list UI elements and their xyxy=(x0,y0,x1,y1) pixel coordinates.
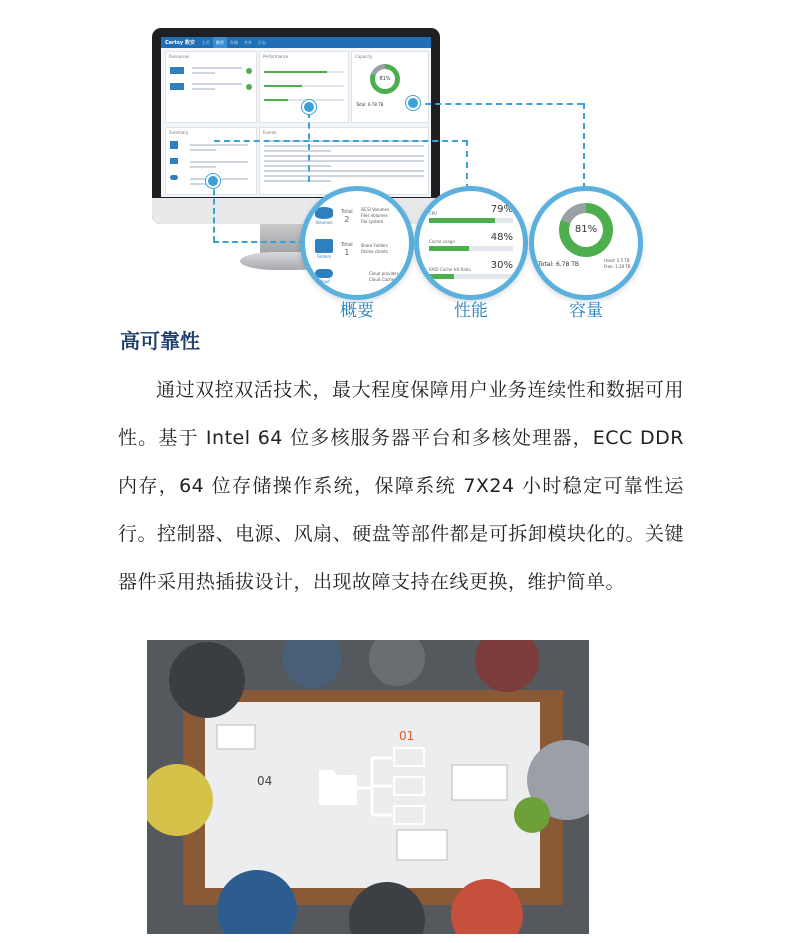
section-heading: 高可靠性 xyxy=(120,329,200,353)
section-paragraph: 通过双控双活技术，最大程度保障用户业务连续性和数据可用性。基于 Intel 64 位多核服务器平台和多核处理器，ECC DDR 内存，64 位存储操作系统，保障系统 7X24 小时稳定可靠性运行。控制器、电源、风扇、硬盘等部件都是可拆卸模块化的。关键器件采用热插拔设计，出现故障支持在线更换，维护简单。 xyxy=(118,379,684,593)
performance-label: 性能 xyxy=(454,301,488,321)
ok-icon xyxy=(246,68,252,74)
perf-percent: 30% xyxy=(490,260,513,271)
perf-bar xyxy=(429,246,513,251)
connector-line xyxy=(415,103,583,105)
mini-bar xyxy=(264,85,344,87)
ok-icon xyxy=(246,84,252,90)
perf-name: Cache usage xyxy=(429,239,455,244)
perf-percent: 79% xyxy=(490,204,513,215)
overview-total-label: Total xyxy=(341,208,353,215)
connector-dot xyxy=(206,174,220,188)
perf-bar xyxy=(429,274,513,279)
overview-item: iSCSI Volumes xyxy=(360,207,390,212)
capacity-used: Used: 5.5 TB xyxy=(604,258,630,263)
volumes-icon xyxy=(170,141,178,149)
connector-line xyxy=(213,180,215,242)
overview-total xyxy=(341,242,353,257)
perf-percent: 48% xyxy=(490,232,513,243)
perf-name: CPU xyxy=(429,211,438,216)
overview-list xyxy=(369,271,398,283)
overview-total xyxy=(341,209,353,224)
photo-label-04: 04 xyxy=(257,774,273,788)
menu-tab: 存储 xyxy=(229,39,238,45)
capacity-mini-value: 81% xyxy=(375,69,395,89)
panel-title: Capacity xyxy=(355,54,373,59)
overview-row xyxy=(315,207,389,225)
paper-card xyxy=(397,830,447,860)
device-icon xyxy=(170,67,184,74)
connector-dot xyxy=(406,96,420,110)
perf-bar-fill xyxy=(429,218,495,223)
event-line xyxy=(264,175,424,177)
overview-icon-block xyxy=(315,269,333,284)
resource-row xyxy=(170,80,252,93)
menu-tab: 共享 xyxy=(243,39,252,45)
event-line xyxy=(264,165,331,167)
overview-row xyxy=(315,269,398,284)
connector-dot xyxy=(302,100,316,114)
cloud-icon xyxy=(170,175,178,180)
resource-text xyxy=(188,80,246,93)
zoom-performance xyxy=(414,186,528,300)
event-line xyxy=(264,145,424,147)
dashboard-screen xyxy=(161,37,431,197)
events-panel xyxy=(259,127,429,195)
capacity-total: Total: 6.78 TB xyxy=(538,261,579,268)
meeting-photo xyxy=(147,640,589,934)
overview-icon-block xyxy=(315,207,333,225)
overview-item: Share Folders xyxy=(360,243,388,248)
capacity-donut-mini xyxy=(370,64,400,94)
overview-item: Cloud provider xyxy=(369,270,399,276)
connector-line xyxy=(214,140,468,142)
overview-total-label: Total xyxy=(341,241,353,248)
overview-list xyxy=(361,207,389,225)
menu-tab-active: 概要 xyxy=(213,37,227,48)
volumes-icon xyxy=(315,207,333,219)
plant xyxy=(514,797,550,833)
folders-icon xyxy=(315,239,333,253)
mini-bar xyxy=(264,71,344,73)
paper-card xyxy=(217,725,255,749)
mini-bar-fill xyxy=(264,85,302,87)
perf-bar xyxy=(429,218,513,223)
monitor-illustration xyxy=(152,28,440,224)
zoom-overview xyxy=(300,186,414,300)
menu-tab: 日志 xyxy=(257,39,266,45)
panel-title: Performance xyxy=(263,54,289,59)
menu-tab: 主页 xyxy=(201,39,210,45)
overview-item: Cloud Caches xyxy=(369,276,397,282)
capacity-percent: 81% xyxy=(569,213,603,247)
overview-label: 概要 xyxy=(340,301,374,321)
event-line xyxy=(264,150,331,152)
photo-label-01: 01 xyxy=(399,729,415,743)
overview-total-value: 2 xyxy=(344,214,350,224)
connector-line xyxy=(466,140,468,190)
perf-bar-fill xyxy=(429,246,469,251)
connector-line xyxy=(308,112,310,182)
event-line xyxy=(264,155,424,157)
overview-caption: Folders xyxy=(316,254,332,259)
folders-icon xyxy=(170,158,178,164)
panel-title: Summary xyxy=(169,130,189,135)
overview-item: Files Volumes xyxy=(360,213,388,218)
dashboard-topbar xyxy=(161,37,431,48)
summary-text xyxy=(186,141,252,154)
overview-total-value: 1 xyxy=(344,247,350,257)
perf-row xyxy=(429,232,513,251)
summary-row xyxy=(170,158,252,171)
capacity-label: 容量 xyxy=(569,301,603,321)
capacity-breakdown xyxy=(604,258,630,270)
zoom-capacity xyxy=(529,186,643,300)
mini-bar-fill xyxy=(264,99,288,101)
perf-row xyxy=(429,204,513,223)
event-line xyxy=(264,170,424,172)
capacity-panel xyxy=(351,51,429,123)
panel-title: Resources xyxy=(169,54,190,59)
overview-item: File system xyxy=(360,219,384,224)
panel-title: Events xyxy=(263,130,277,135)
connector-line xyxy=(213,241,305,243)
paper-card xyxy=(452,765,507,800)
overview-caption: Volumes xyxy=(315,220,333,225)
meeting-photo-svg xyxy=(147,640,589,934)
mini-bar-fill xyxy=(264,71,327,73)
summary-text xyxy=(186,158,252,171)
dashboard-brand: Certsy 数安 xyxy=(165,40,195,46)
person-top-left xyxy=(169,642,245,718)
device-icon xyxy=(170,83,184,90)
overview-icon-block xyxy=(315,239,333,259)
resources-panel xyxy=(165,51,257,123)
event-line xyxy=(264,180,331,182)
summary-row xyxy=(170,141,252,154)
overview-list xyxy=(361,243,388,255)
perf-row xyxy=(429,260,513,279)
perf-bar-fill xyxy=(429,274,454,279)
overview-row xyxy=(315,239,388,259)
cloud-icon xyxy=(315,269,333,278)
resource-text xyxy=(188,64,246,77)
capacity-mini-total: Total: 6.78 TB xyxy=(356,102,384,107)
capacity-free: Free: 1.28 TB xyxy=(604,264,631,269)
perf-name: RAID Cache Hit Ratio xyxy=(429,267,471,272)
event-line xyxy=(264,160,424,162)
resource-row xyxy=(170,64,252,77)
capacity-donut xyxy=(559,203,613,257)
overview-item: Online clients xyxy=(360,249,388,254)
connector-line xyxy=(583,103,585,189)
overview-caption: Cloud xyxy=(318,279,330,284)
